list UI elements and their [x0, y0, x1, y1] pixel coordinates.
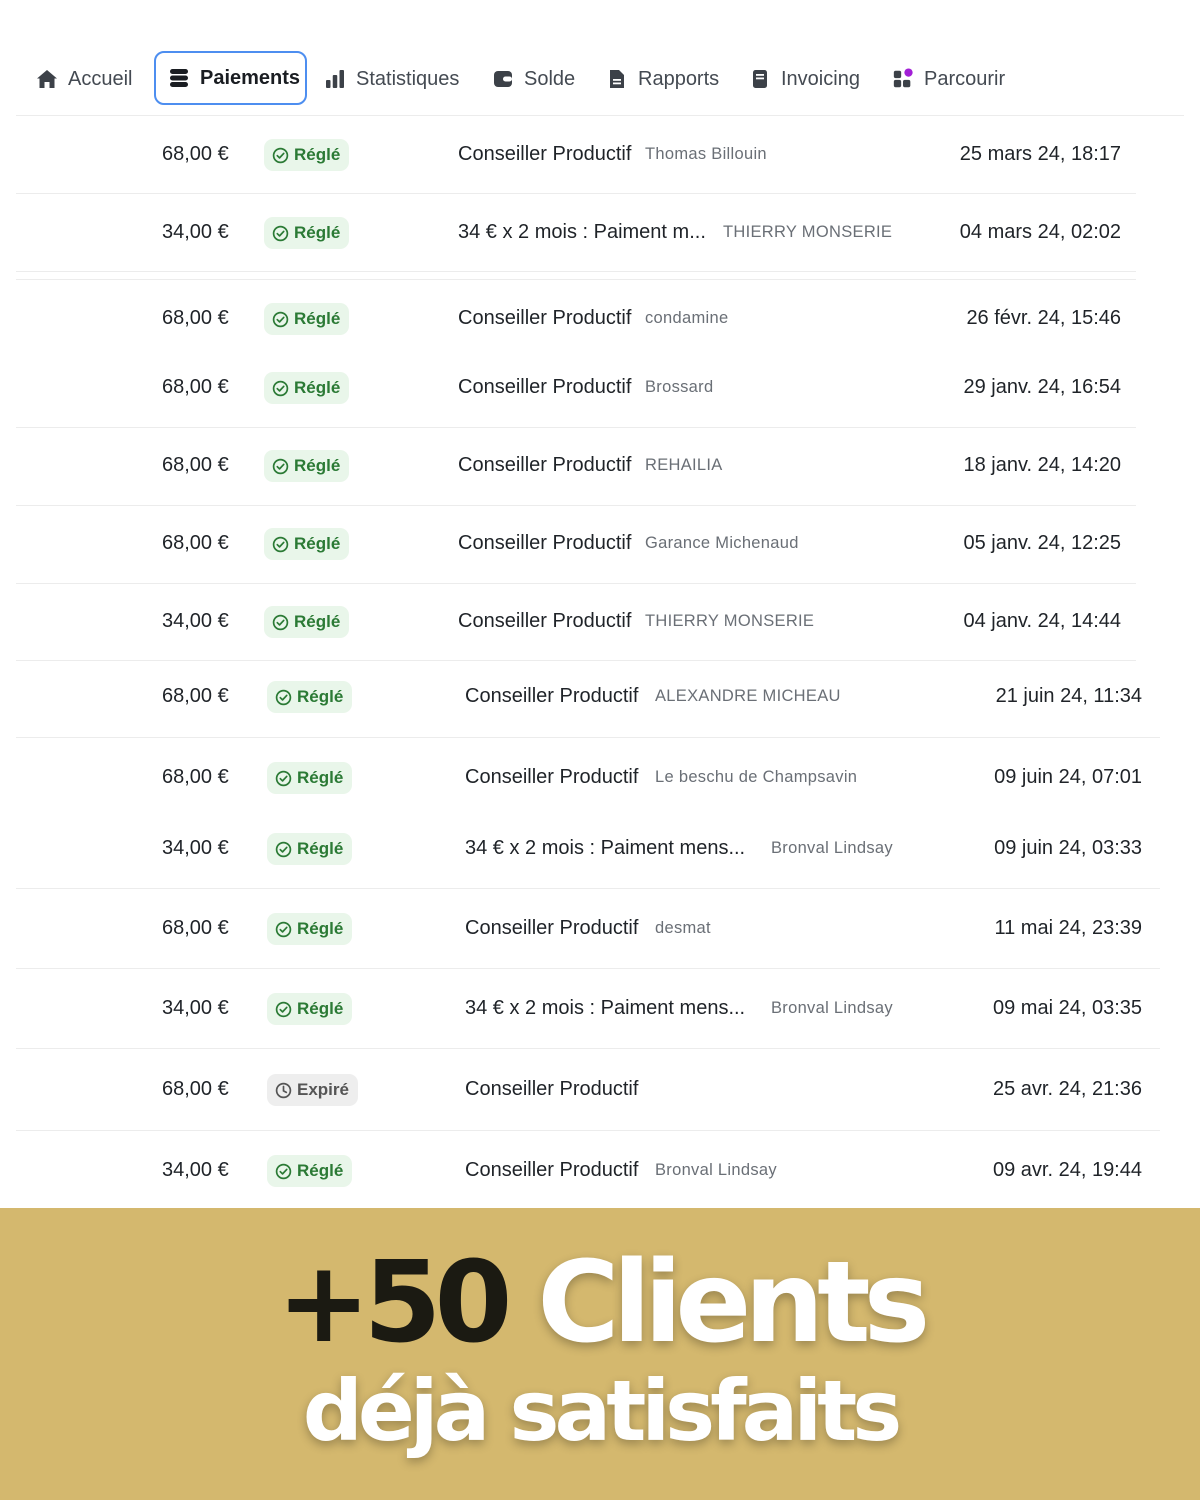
payment-description: 34 € x 2 mois : Paiment mens... [465, 997, 746, 1019]
check-circle-icon [275, 1163, 292, 1180]
check-circle-icon [272, 311, 289, 328]
customer-name: REHAILIA [645, 456, 723, 474]
check-circle-icon [275, 689, 292, 706]
payment-description: Conseiller Productif [458, 532, 632, 554]
payment-description: Conseiller Productif [465, 1159, 639, 1181]
table-row[interactable] [0, 979, 1200, 1039]
nav-item-paiements[interactable] [154, 51, 307, 105]
payment-amount: 34,00 € [162, 610, 229, 632]
status-label: Réglé [294, 456, 341, 475]
check-circle-icon [272, 147, 289, 164]
payment-description: Conseiller Productif [458, 610, 632, 632]
status-label: Réglé [294, 309, 341, 328]
customer-name: Brossard [645, 378, 714, 396]
payment-description: Conseiller Productif [465, 917, 639, 939]
nav-item-parcourir[interactable] [892, 52, 1005, 106]
banner-word: Clients [537, 1238, 924, 1368]
payment-amount: 34,00 € [162, 837, 229, 859]
payment-date: 18 janv. 24, 14:20 [963, 454, 1121, 476]
row-divider [16, 271, 1136, 272]
table-row[interactable] [0, 667, 1200, 727]
payment-amount: 34,00 € [162, 221, 229, 243]
top-navigation [0, 52, 1200, 106]
bar-chart-icon [324, 68, 346, 90]
check-circle-icon [275, 1001, 292, 1018]
payment-description: 34 € x 2 mois : Paiment mens... [465, 837, 746, 859]
nav-item-statistiques[interactable] [324, 52, 459, 106]
table-row[interactable] [0, 436, 1200, 496]
payment-amount: 68,00 € [162, 307, 229, 329]
status-label: Réglé [297, 687, 344, 706]
clock-icon [275, 1082, 292, 1099]
nav-item-invoicing[interactable] [749, 52, 860, 106]
nav-item-accueil[interactable] [36, 52, 132, 106]
customer-name: condamine [645, 309, 729, 327]
nav-label-parcourir: Parcourir [924, 67, 1006, 90]
table-row[interactable] [0, 203, 1200, 263]
status-label: Réglé [294, 223, 341, 242]
banner-headline [0, 1238, 1200, 1368]
payment-description: Conseiller Productif [458, 376, 632, 398]
table-row[interactable] [0, 819, 1200, 879]
check-circle-icon [272, 380, 289, 397]
status-badge [267, 833, 352, 865]
row-divider [16, 427, 1136, 428]
status-label: Réglé [297, 999, 344, 1018]
status-label: Réglé [294, 534, 341, 553]
payment-date: 25 mars 24, 18:17 [959, 143, 1121, 165]
row-divider [16, 193, 1136, 194]
check-circle-icon [275, 921, 292, 938]
check-circle-icon [272, 614, 289, 631]
table-row[interactable] [0, 1060, 1200, 1120]
row-divider [16, 1130, 1160, 1131]
status-badge [264, 139, 349, 171]
apps-icon [892, 68, 914, 90]
row-divider [16, 888, 1160, 889]
payment-date: 29 janv. 24, 16:54 [963, 376, 1121, 398]
check-circle-icon [272, 225, 289, 242]
payments-icon [168, 67, 190, 89]
status-badge [267, 913, 352, 945]
status-badge [267, 762, 352, 794]
row-divider [16, 583, 1136, 584]
payment-date: 09 juin 24, 07:01 [994, 766, 1142, 788]
customer-name: Bronval Lindsay [771, 999, 893, 1017]
customer-name: Le beschu de Champsavin [655, 768, 858, 786]
status-badge [264, 606, 349, 638]
payment-description: Conseiller Productif [458, 307, 632, 329]
payment-date: 11 mai 24, 23:39 [994, 917, 1142, 939]
status-badge [264, 303, 349, 335]
nav-label-paiements: Paiements [200, 66, 301, 89]
payment-description: Conseiller Productif [458, 143, 632, 165]
customer-name: THIERRY MONSERIE [645, 612, 815, 630]
payment-description: Conseiller Productif [465, 766, 639, 788]
check-circle-icon [272, 458, 289, 475]
payment-amount: 68,00 € [162, 685, 229, 707]
payment-description: Conseiller Productif [465, 685, 639, 707]
status-label: Expiré [297, 1080, 349, 1099]
row-divider [16, 1048, 1160, 1049]
customer-name: Bronval Lindsay [655, 1161, 777, 1179]
row-divider [16, 279, 1136, 280]
payment-amount: 68,00 € [162, 917, 229, 939]
nav-label-accueil: Accueil [68, 67, 133, 90]
payment-description: 34 € x 2 mois : Paiment m... [458, 221, 706, 243]
status-badge [264, 450, 349, 482]
payment-amount: 68,00 € [162, 766, 229, 788]
status-label: Réglé [297, 919, 344, 938]
payment-date: 04 mars 24, 02:02 [959, 221, 1121, 243]
status-badge [264, 217, 349, 249]
nav-item-rapports[interactable] [606, 52, 719, 106]
payment-date: 09 mai 24, 03:35 [993, 997, 1142, 1019]
status-label: Réglé [294, 145, 341, 164]
payment-amount: 34,00 € [162, 997, 229, 1019]
wallet-icon [492, 68, 514, 90]
payment-amount: 34,00 € [162, 1159, 229, 1181]
nav-label-invoicing: Invoicing [781, 67, 860, 90]
status-label: Réglé [297, 768, 344, 787]
status-label: Réglé [294, 378, 341, 397]
payment-date: 04 janv. 24, 14:44 [963, 610, 1121, 632]
customer-name: THIERRY MONSERIE [723, 223, 893, 241]
payment-amount: 68,00 € [162, 1078, 229, 1100]
status-badge [264, 528, 349, 560]
table-row[interactable] [0, 592, 1200, 652]
status-badge [267, 1074, 358, 1106]
table-row[interactable] [0, 899, 1200, 959]
row-divider [16, 968, 1160, 969]
status-badge [267, 1155, 352, 1187]
status-badge [264, 372, 349, 404]
check-circle-icon [275, 841, 292, 858]
status-badge [267, 993, 352, 1025]
invoice-icon [749, 68, 771, 90]
banner-space [505, 1238, 537, 1368]
check-circle-icon [272, 536, 289, 553]
row-divider [16, 737, 1160, 738]
nav-label-solde: Solde [524, 67, 576, 90]
payment-description: Conseiller Productif [465, 1078, 639, 1100]
payment-amount: 68,00 € [162, 376, 229, 398]
status-label: Réglé [297, 1161, 344, 1180]
nav-label-statistiques: Statistiques [356, 67, 460, 90]
payment-date: 21 juin 24, 11:34 [995, 685, 1142, 707]
customer-name: ALEXANDRE MICHEAU [655, 687, 841, 705]
table-row[interactable] [0, 1141, 1200, 1201]
document-icon [606, 68, 628, 90]
customer-name: Thomas Billouin [645, 145, 767, 163]
check-circle-icon [275, 770, 292, 787]
customer-name: desmat [655, 919, 711, 937]
nav-item-solde[interactable] [492, 52, 575, 106]
status-label: Réglé [297, 839, 344, 858]
payment-amount: 68,00 € [162, 143, 229, 165]
banner-number: +50 [276, 1238, 506, 1368]
customer-name: Bronval Lindsay [771, 839, 893, 857]
table-row[interactable] [0, 748, 1200, 808]
payment-date: 26 févr. 24, 15:46 [966, 307, 1121, 329]
nav-divider [16, 115, 1184, 116]
table-row[interactable] [0, 358, 1200, 418]
payment-date: 25 avr. 24, 21:36 [992, 1078, 1142, 1100]
customer-name: Garance Michenaud [645, 534, 799, 552]
banner-subline: déjà satisfaits [302, 1362, 898, 1460]
status-label: Réglé [294, 612, 341, 631]
payment-date: 09 avr. 24, 19:44 [992, 1159, 1142, 1181]
status-badge [267, 681, 352, 713]
payment-description: Conseiller Productif [458, 454, 632, 476]
row-divider [16, 660, 1136, 661]
payment-amount: 68,00 € [162, 454, 229, 476]
payment-amount: 68,00 € [162, 532, 229, 554]
row-divider [16, 505, 1136, 506]
payment-date: 05 janv. 24, 12:25 [963, 532, 1121, 554]
table-row[interactable] [0, 125, 1200, 185]
table-row[interactable] [0, 289, 1200, 349]
table-row[interactable] [0, 514, 1200, 574]
home-icon [36, 68, 58, 90]
payment-date: 09 juin 24, 03:33 [994, 837, 1142, 859]
nav-label-rapports: Rapports [638, 67, 720, 90]
